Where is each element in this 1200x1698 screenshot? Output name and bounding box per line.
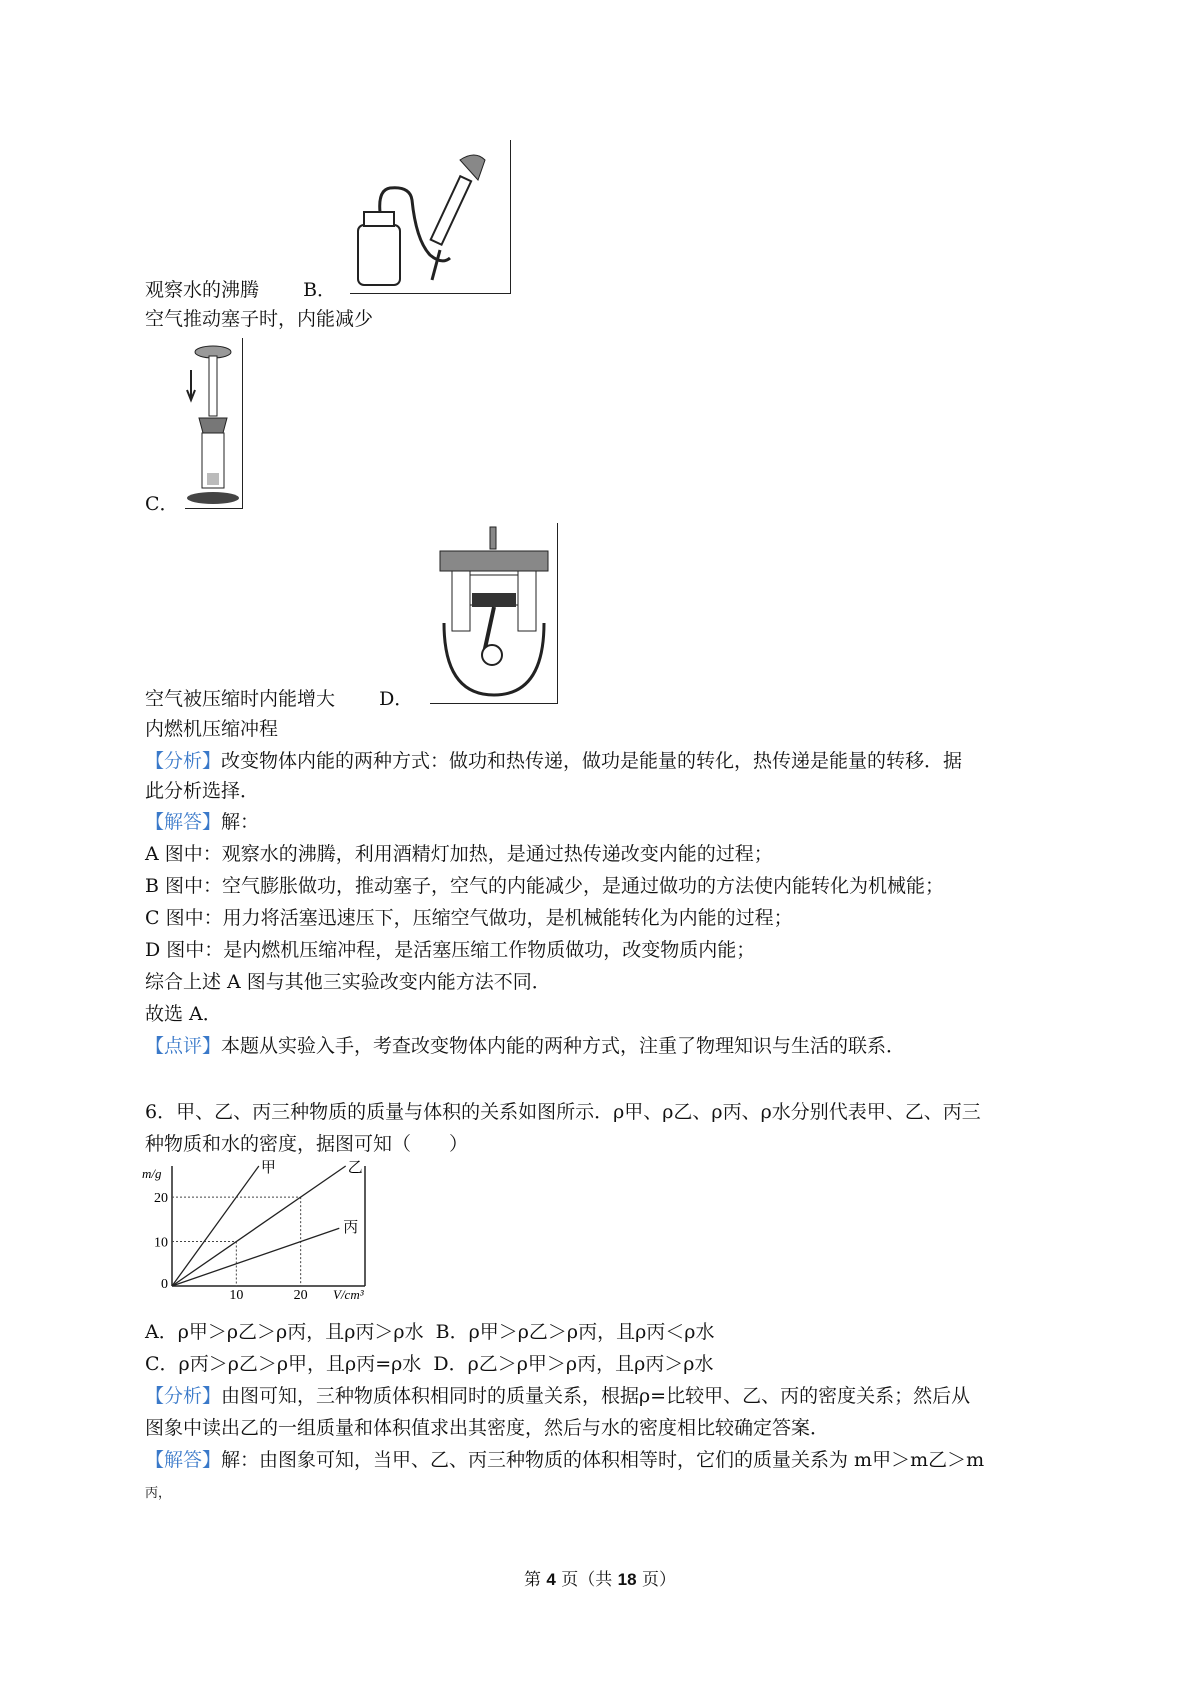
footer-page-number: 4	[546, 1570, 556, 1589]
q5-answer-head	[145, 808, 259, 836]
engine-illustration	[430, 523, 557, 703]
y-axis-label: m/g	[142, 1166, 162, 1181]
stopper-experiment-illustration	[350, 140, 510, 293]
origin-label: 0	[161, 1277, 168, 1292]
q5-comment-tag: 【点评】	[145, 1035, 222, 1057]
q6-answer-line-1	[145, 1446, 984, 1474]
series-label-3: 丙	[343, 1218, 359, 1237]
series-line-2	[172, 1166, 346, 1286]
series-label-2: 乙	[347, 1160, 363, 1176]
q6-stem-line-1: 6．甲、乙、丙三种物质的质量与体积的关系如图所示．ρ甲、ρ乙、ρ丙、ρ水分别代表甲、乙、丙三	[145, 1101, 981, 1123]
x-tick-label-20: 20	[293, 1288, 308, 1300]
q6-analysis-text-1: 由图可知，三种物质体积相同时的质量关系，根据ρ=比较甲、乙、丙的密度关系；然后从	[221, 1385, 971, 1407]
q6-analysis-tag: 【分析】	[145, 1385, 222, 1407]
q5-answer-head-text: 解：	[221, 811, 260, 833]
q5-answer-tag: 【解答】	[145, 811, 222, 833]
q6-option-c: C．ρ丙＞ρ乙＞ρ甲，且ρ丙=ρ水	[145, 1353, 422, 1375]
figure-c-compression-piston	[185, 338, 243, 509]
q5-answer-line-c: C 图中：用力将活塞迅速压下，压缩空气做功，是机械能转化为内能的过程；	[145, 907, 793, 929]
q5-comment	[145, 1032, 905, 1060]
q6-answer-text-1: 解：由图象可知，当甲、乙、丙三种物质的体积相等时，它们的质量关系为 m甲＞m乙＞m	[221, 1449, 985, 1471]
option-a-caption-text: 观察水的沸腾	[145, 279, 260, 301]
q6-answer-line-2: 丙，	[145, 1486, 172, 1501]
q5-analysis-tag: 【分析】	[145, 750, 222, 772]
figure-b-stopper-experiment	[350, 140, 511, 294]
x-axis-label: V/cm³	[333, 1287, 364, 1300]
q6-analysis-line-1	[145, 1382, 970, 1410]
q5-comment-text: 本题从实验入手，考查改变物体内能的两种方式，注重了物理知识与生活的联系．	[221, 1035, 906, 1057]
q6-option-a: A．ρ甲＞ρ乙＞ρ丙，且ρ丙＞ρ水	[145, 1321, 424, 1343]
q5-answer-line-b: B 图中：空气膨胀做功，推动塞子，空气的内能减少，是通过做功的方法使内能转化为机械能；	[145, 875, 945, 897]
option-b-label: B．	[303, 279, 337, 301]
figure-d-engine	[430, 523, 558, 704]
series-label-1: 甲	[260, 1160, 276, 1176]
series-line-3	[172, 1228, 339, 1286]
q5-analysis-line-2: 此分析选择．	[145, 780, 260, 802]
q5-answer-summary: 综合上述 A 图与其他三实验改变内能方法不同．	[145, 971, 551, 993]
footer-middle: 页（共	[555, 1570, 618, 1590]
q6-mass-volume-chart	[140, 1160, 375, 1300]
y-tick-label-10: 10	[154, 1235, 168, 1251]
option-d-label: D．	[379, 688, 414, 710]
q6-options-ab	[145, 1318, 714, 1346]
option-c-caption: 空气被压缩时内能增大	[145, 688, 336, 710]
option-d-caption-row	[145, 685, 413, 713]
option-a-caption	[145, 276, 336, 304]
option-d-caption: 内燃机压缩冲程	[145, 718, 279, 740]
page-footer	[0, 1565, 1200, 1590]
footer-total-pages: 18	[617, 1570, 637, 1589]
q5-answer-choice: 故选 A．	[145, 1003, 222, 1025]
q6-option-b: B．ρ甲＞ρ乙＞ρ丙，且ρ丙＜ρ水	[435, 1321, 715, 1343]
footer-suffix: 页）	[636, 1570, 676, 1590]
q6-answer-tag: 【解答】	[145, 1449, 222, 1471]
footer-prefix: 第	[523, 1570, 547, 1590]
q5-answer-line-d: D 图中：是内燃机压缩冲程，是活塞压缩工作物质做功，改变物质内能；	[145, 939, 756, 961]
x-tick-label-10: 10	[229, 1288, 244, 1300]
series-line-1	[172, 1166, 259, 1286]
option-b-caption: 空气推动塞子时，内能减少	[145, 308, 374, 330]
piston-illustration	[185, 338, 242, 508]
option-c-label: C．	[145, 493, 179, 515]
y-tick-label-20: 20	[154, 1191, 168, 1207]
q6-options-cd	[145, 1350, 713, 1378]
q6-stem-line-2: 种物质和水的密度，据图可知（ ）	[145, 1133, 469, 1155]
q5-analysis-text-1: 改变物体内能的两种方式：做功和热传递，做功是能量的转化，热传递是能量的转移．据	[221, 750, 963, 772]
q5-answer-line-a: A 图中：观察水的沸腾，利用酒精灯加热，是通过热传递改变内能的过程；	[145, 843, 773, 865]
q5-analysis-line-1	[145, 747, 962, 775]
q6-option-d: D．ρ乙＞ρ甲＞ρ丙，且ρ丙＞ρ水	[433, 1353, 714, 1375]
q6-analysis-line-2: 图象中读出乙的一组质量和体积值求出其密度，然后与水的密度相比较确定答案．	[145, 1417, 830, 1439]
mass-volume-graph	[140, 1160, 375, 1300]
